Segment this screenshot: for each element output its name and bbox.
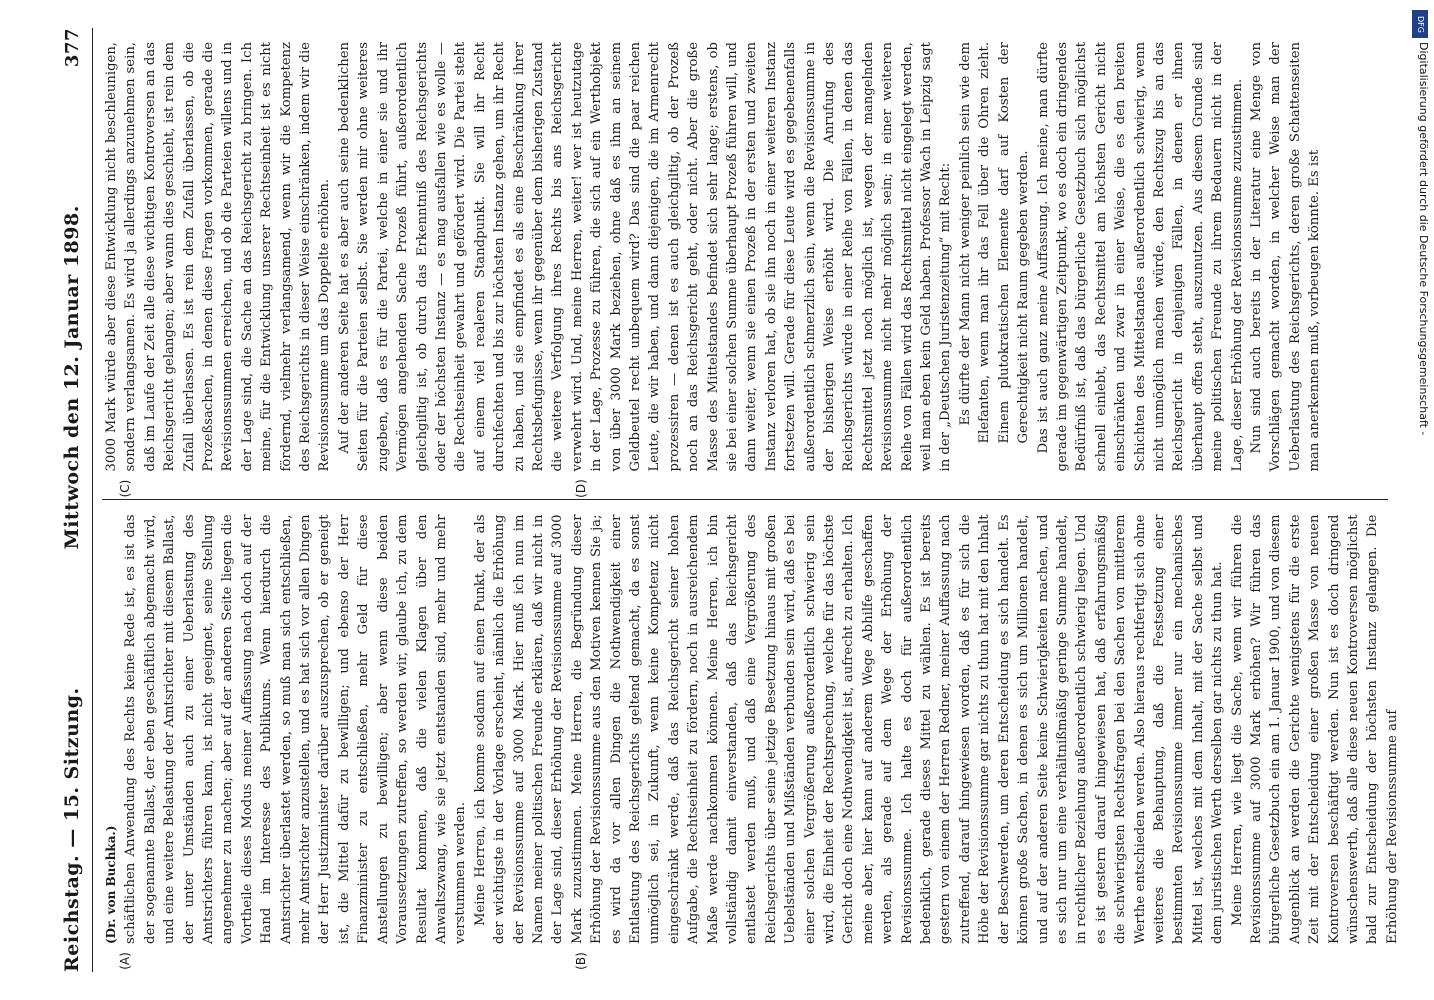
paragraph: Das ist auch ganz meine Auffassung. Ich meine, man dürfte gerade im gegenwärtigen Zeitpunkt, wo es doch ein dringendes Bedürfniß ist, daß das bürgerliche Gesetzbuch sich möglichst schnell einlebt, das Rechtsmittel am höchsten Gericht nicht einschränken und zwar in einer Weise, die es den breiten Schichten des Mittelstandes außerordentlich schwierig, wenn nicht unmöglich machen würde, den Rechtszug bis an das Reichsgericht in denjenigen Fällen, in denen er ihnen überhaupt offen steht, auszunutzen. Aus diesem Grunde sind meine politischen Freunde zu ihrem Bedauern nicht in der Lage, dieser Erhöhung der Revisionssumme zuzustimmen. <box>1035 42 1245 472</box>
paragraph: Meine Herren, ich komme sodann auf einen Punkt, der als der wichtigste in der Vorlage erscheint, nämlich die Erhöhung der Revisionssumme auf 3000 Mark. Hier muß ich nun im Namen meiner politischen Freunde erklären, daß wir nicht in der Lage sind, dieser Erhöhung der Revisionssumme auf 3000 Mark zuzustimmen. Meine Herren, die Begründung dieser Erhöhung der Revisionssumme aus den Motiven kennen Sie ja; es wird da vor allen Dingen die Nothwendigkeit einer Entlastung des Reichsgerichts geltend gemacht, da es sonst unmöglich sei, in Zukunft, wenn keine Kompetenz nicht eingeschränkt werde, daß das Reichsgericht seiner hohen Aufgabe, die Rechtseinheit zu fördern, noch in ausreichendem Maße werde nachkommen können. Meine Herren, ich bin vollständig damit einverstanden, daß das Reichsgericht entlastet werden muß, und daß eine Vergrößerung des Reichsgerichts über seine jetzige Besetzung hinaus mit großen Uebelständen und Mißständen verbunden sein wird, daß es bei einer solchen Vergrößerung außerordentlich schwierig sein wird, die Einheit der Rechtsprechung, welche für das höchste Gericht doch eine Nothwendigkeit ist, aufrecht zu erhalten. Ich meine aber, hier kann auf anderem Wege Abhilfe geschaffen werden, als gerade auf dem Wege der Erhöhung der Revisionssumme. Ich halte es doch für außerordentlich bedenklich, gerade dieses Mittel zu wählen. Es ist bereits gestern von einem der Herren Redner, meiner Auffassung nach zutreffend, darauf hingewiesen worden, daß es für sich die Höhe der Revisionssumme gar nichts zu thun hat mit den Inhalt der Beschwerden, um deren Entscheidung es sich handelt. Es können große Sachen, in denen es sich um Millionen handelt, und auf der anderen Seite keine Schwierigkeiten machen, und es sich nur um eine verhältnißmäßig geringe Summe handelt, in rechtlicher Beziehung außerordentlich schwierig liegen. Und es ist gestern darauf hingewiesen hat, daß erfahrungsmäßig die schwierigsten Rechtsfragen bei den Sachen von mittlerem Werthe entschieden werden. Also hieraus rechtfertigt sich ohne weiteres die Behauptung, daß die Festsetzung einer bestimmten Revisionssumme immer nur ein mechanisches Mittel ist, welches mit dem Inhalt, mit der Sache selbst und dem juristischen Werth derselben gar nichts zu thun hat. <box>472 514 1226 944</box>
paragraph: schäftlichen Anwendung des Rechts keine Rede ist, es ist das der sogenannte Ballast, der eben geschäftlich abgemacht wird, und eine weitere Belastung der Amtsrichter mit diesem Ballast, der unter Umständen auch zu einer Ueberlastung des Amtsrichters führen kann, ist nicht geeignet, seine Stellung angenehmer zu machen; aber auf der anderen Seite liegen die Vortheile dieses Modus meiner Auffassung nach doch auf der Hand im Interesse des Publikums. Wenn hierdurch die Amtsrichter überlastet werden, so muß man sich entschließen, mehr Amtsrichter anzustellen, und es hat sich vor allen Dingen der Herr Justizminister darüber auszusprechen, ob er geneigt ist, die Mittel dafür zu bewilligen; und ebenso der Herr Finanzminister zu entschließen, mehr Geld für diese Anstellungen zu bewilligen; aber wenn diese beiden Voraussetzungen zutreffen, so werden wir, glaube ich, zu dem Resultat kommen, daß die vielen Klagen über den Anwaltszwang, wie sie jetzt entstanden sind, mehr und mehr verstummen werden. <box>123 514 469 944</box>
paragraph: Meine Herren, wie liegt die Sache, wenn wir führen die Revisionssumme auf 3000 Mark erhöhen? Wir führen das bürgerliche Gesetzbuch ein am 1. Januar 1900, und von diesem Augenblick an werden die Gerichte wenigstens für die erste Zeit mit der Entscheidung einer großen Masse von neuen Kontroversen beschäftigt werden. Nun ist es doch dringend wünschenswerth, daß alle diese neuen Kontroversen möglichst bald zur Entscheidung der höchsten Instanz gelangen. Die Erhöhung der Revisionssumme auf <box>1229 514 1400 944</box>
digitization-credit <box>1410 10 1430 990</box>
credit-text: Digitalisierung gefördert durch die Deutsche Forschungsgemeinschaft - <box>1417 42 1430 436</box>
page-header <box>52 28 93 972</box>
header-left: Reichstag. — 15. Sitzung. <box>61 687 83 972</box>
right-column <box>102 28 1388 500</box>
paragraph: Nun sind auch bereits in der Literatur eine Menge von Vorschlägen gemacht worden, in welcher Weise man der Ueberlastung des Reichsgerichts, deren große Schattenseiten man anerkennen muß, vorbeugen könnte. Es ist <box>1248 42 1323 472</box>
page-sheet <box>32 0 1402 1000</box>
margin-marker-a: (A) <box>118 952 132 970</box>
margin-marker-b: (B) <box>574 952 588 970</box>
page-number: 377 <box>61 28 83 68</box>
header-date: Mittwoch den 12. Januar 1898. <box>61 205 83 550</box>
margin-marker-c: (C) <box>118 479 132 498</box>
margin-marker-d: (D) <box>574 479 588 498</box>
dfg-logo: DFG <box>1412 10 1428 38</box>
text-columns <box>102 28 1400 972</box>
paragraph: 3000 Mark würde aber diese Entwicklung nicht beschleunigen, sondern verlangsamen. Es wird ja allerdings anzunehmen sein, daß im Laufe der Zeit alle diese wichtigen Kontroversen an das Reichsgericht gelangen; aber wann dies geschieht, ist rein dem Zufall überlassen. Es ist rein dem Zufall überlassen, ob die Prozeßsachen, in denen diese Fragen vorkommen, gerade die Revisionssummen erreichen, und ob die Parteien willens und in der Lage sind, die Sache an das Reichsgericht zu bringen. Ich meine, für die Entwicklung unserer Rechtseinheit ist es nicht fördernd, vielmehr verlangsamend, wenn wir die Kompetenz des Reichsgerichts in dieser Weise einschränken, indem wir die Revisionssumme um das Doppelte erhöhen. <box>104 42 333 472</box>
paragraph: Auf der anderen Seite hat es aber auch seine bedenklichen Seiten für die Parteien selbst. Sie werden mir ohne weiteres zugeben, daß es für die Partei, welche in einer sie und ihr Vermögen angehenden Sache Prozeß führt, außerordentlich gleichgiltig ist, ob durch das Erkenntniß des Reichsgerichts oder der höchsten Instanz — es mag ausfallen wie es wolle — die Rechtseinheit gewahrt und gefördert wird. Die Partei steht auf einem viel realeren Standpunkt. Sie will ihr Recht durchfechten und bis zur höchsten Instanz gehen, um ihr Recht zu haben, und sie empfindet es als eine Beschränkung ihrer Rechtsbefugnisse, wenn ihr gegenüber dem bisherigen Zustand die weitere Verfolgung ihres Rechts bis ans Reichsgericht verwehrt wird. Und, meine Herren, weiter! wer ist heutzutage in der Lage, Prozesse zu führen, die sich auf ein Werthobjekt von über 3000 Mark beziehen, ohne daß es ihm an seinem Geldbeutel recht unbequem wird? Das sind die paar reichen Leute, die wir haben, und dann diejenigen, die im Armenrecht prozessiren — denen ist es auch gleichgiltig, ob der Prozeß noch an das Reichsgericht geht, oder nicht. Aber die große Masse des Mittelstandes befindet sich sehr lange; erstens, ob sie bei einer solchen Summe überhaupt Prozeß führen will, und dann weiter, wenn sie einen Prozeß in der ersten und zweiten Instanz verloren hat, ob sie ihn noch in einer weiteren Instanz fortsetzen will. Gerade für diese Leute wird es gegebenenfalls außerordentlich schmerzlich sein, wenn die Revisionssumme in der bisherigen Weise erhöht wird. Die Anrufung des Reichsgerichts würde in einer Reihe von Fällen, in denen das Rechtsmittel jetzt noch möglich ist, wegen der mangelnden Revisionssumme nicht mehr möglich sein; in einer weiteren Reihe von Fällen wird das Rechtsmittel nicht eingelegt werden, weil man eben kein Geld haben. Professor Wach in Leipzig sagt in der „Deutschen Juristenzeitung“ mit Recht: <box>336 42 954 472</box>
left-column <box>102 500 1400 973</box>
speaker-name: (Dr. von Buchka.) <box>104 825 118 944</box>
quotation: Es dürfte der Mann nicht weniger peinlich sein wie dem Elefanten, wenn man ihr das Fell über die Ohren zieht. Einem plutokratischen Elemente darf auf Kosten der Gerechtigkeit nicht Raum gegeben werden. <box>957 42 1032 444</box>
